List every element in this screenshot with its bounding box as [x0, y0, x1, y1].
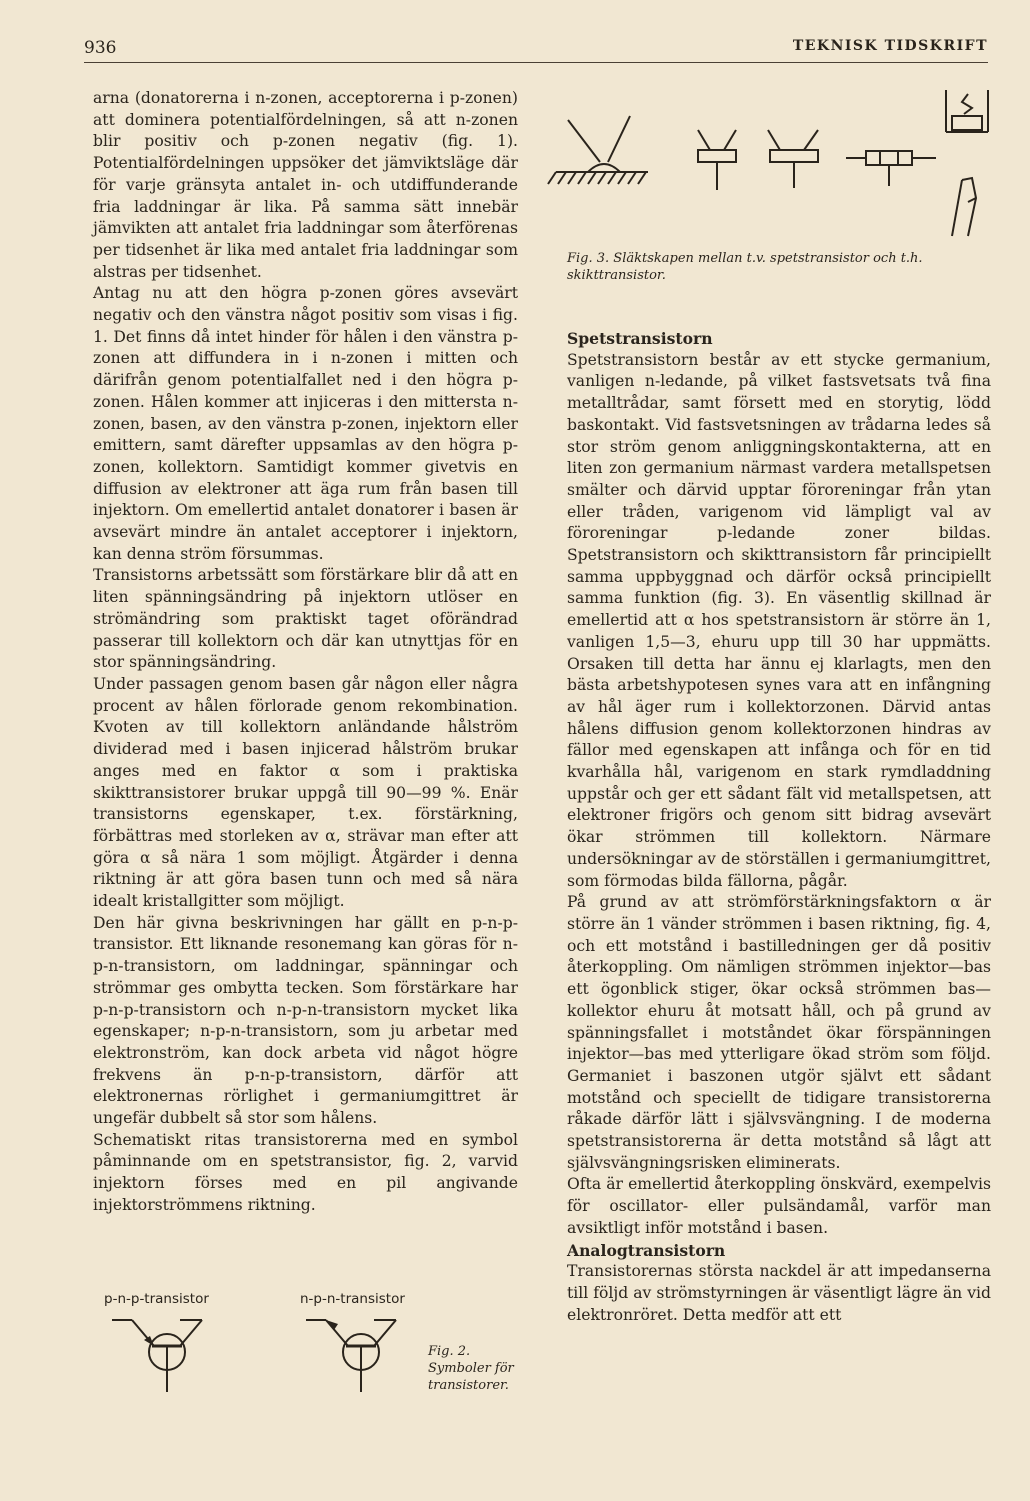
paragraph: arna (donatorerna i n-zonen, acceptorerna i p-zonen) att dominera potentialfördelningen, så att n-zonen blir positiv och p-zonen negativ (fig. 1). Potentialfördelningen uppsöker det jämviktsläge där för varje gränsyta antalet in- och utdiffunderande fria laddningar är lika. På samma sätt innebär jämvikten att antalet fria laddningar som återförenas per tidsenhet är lika med antalet fria laddningar som alstras per tidsenhet. [93, 89, 518, 281]
paragraph: Spetstransistorn består av ett stycke germanium, vanligen n-ledande, på vilket fastsvetsats två fina metalltrådar, samt försett med en storytig, lödd baskontakt. Vid fastsvetsningen av trådarna ledes så stor ström genom anliggningskontakterna, att en liten zon germanium närmast vardera metallspetsen smälter och därvid upptar föroreningar från ytan eller tråden, varigenom vid lämpligt val av föroreningar p-ledande zoner bildas. Spetstransistorn och skikttransistorn får principiellt samma uppbyggnad och därför också principiellt samma funktion (fig. 3). En väsentlig skillnad är emellertid att α hos spetstransistorn är större än 1, vanligen 1,5—3, ehuru upp till 30 har uppmätts. Orsaken till detta har ännu ej klarlagts, men den bästa arbetshypotesen synes vara att en infångning av hål äger rum i kollektorzonen. Därvid antas hålens diffusion genom kollektorzonen hindras av fällor med egenskapen att infånga och för en tid kvarhålla hål, varigenom en stark rymdladdning uppstår och ger ett sådant fält vid metallspetsen, att elektroner frigörs och genom sitt bidrag avsevärt ökar strömmen till kollektorn. Närmare undersökningar av de störställen i germaniumgittret, som förmodas bilda fällorna, pågår. [567, 350, 991, 890]
left-column [93, 88, 518, 1217]
paragraph: Antag nu att den högra p-zonen göres avsevärt negativ och den vänstra något positiv som visas i fig. 1. Det finns då intet hinder för hålen i den vänstra p-zonen att diffundera in i n-zonen i mitten och därifrån genom potentialfallet ned i den högra p-zonen. Hålen kommer att injiceras i den mittersta n-zonen, basen, av den vänstra p-zonen, injektorn eller emittern, samt därefter uppsamlas av den högra p-zonen, kollektorn. Samtidigt kommer givetvis en diffusion av elektroner att äga rum från basen till injektorn. Om emellertid antalet donatorer i basen är avsevärt mindre än antalet acceptorer i injektorn, kan denna ström försummas. [93, 284, 518, 563]
pnp-label: p-n-p-transistor [104, 1291, 209, 1307]
figure2-caption: Fig. 2. Symboler för transistorer. [428, 1344, 514, 1393]
paragraph: Under passagen genom basen går någon eller några procent av hålen förlorade genom rekombination. Kvoten av till kollektorn anländande hålström dividerad med i basen injicerad hålström brukar anges med en faktor α som i praktiska skikttransistorer brukar uppgå till 90—99 %. Enär transistorns egenskaper, t.ex. förstärkning, förbättras med storleken av α, strävar man efter att göra α så nära 1 som möjligt. Åtgärder i denna riktning är att göra basen tunn och med så nära idealt kristallgitter som möjligt. [93, 674, 518, 911]
npn-transistor-symbol [306, 1312, 416, 1392]
paragraph: På grund av att strömförstärkningsfaktorn α är större än 1 vänder strömmen i basen riktning, fig. 4, och ett motstånd i bastilledningen ger då positiv återkoppling. Om nämligen strömmen injektor—bas ett ögonblick stiger, ökar också strömmen bas—kollektor ehuru åt motsatt håll, och på grund av spänningsfallet i motståndet ökar förspänningen injektor—bas med ytterligare ökad ström som följd. Germaniet i baszonen utgör självt ett sådant motstånd och speciellt de tidigare transistorerna råkade därför lätt i självsvängning. I de moderna spetstransistorerna är detta motstånd så lågt att självsvängningsrisken eliminerats. [567, 893, 991, 1172]
figure3-drawing [548, 80, 993, 240]
page-number: 936 [84, 38, 117, 58]
paragraph: Transistorernas största nackdel är att impedanserna till följd av strömstyrningen är väsentligt lägre än vid elektronröret. Detta medför att ett [567, 1262, 991, 1324]
pnp-transistor-symbol [112, 1312, 222, 1392]
paragraph: Den här givna beskrivningen har gällt en p-n-p-transistor. Ett liknande resonemang kan göras för n-p-n-transistorn, om laddningar, spänningar och strömmar ges ombytta tecken. Som förstärkare har p-n-p-transistorn och n-p-n-transistorn mycket lika egenskaper; n-p-n-transistorn, som ju arbetar med elektronström, kan dock arbeta vid något högre frekvens än p-n-p-transistorn, därför att elektronernas rörlighet i germaniumgittret är ungefär dubbelt så stor som hålens. [93, 913, 518, 1128]
section-heading-point: Spetstransistorn [567, 329, 713, 348]
npn-label: n-p-n-transistor [300, 1291, 405, 1307]
section-heading-analog: Analogtransistorn [567, 1240, 726, 1260]
header-rule [84, 62, 988, 63]
journal-title: TEKNISK TIDSKRIFT [792, 38, 988, 54]
paragraph: Schematiskt ritas transistorerna med en symbol påminnande om en spetstransistor, fig. 2, varvid injektorn förses med en pil angivande injektorströmmens riktning. [93, 1130, 518, 1214]
paragraph: Transistorns arbetssätt som förstärkare blir då att en liten spänningsändring på injektorn utlöser en strömändring som praktiskt taget oförändrad passerar till kollektorn och där kan utnyttjas för en stor spänningsändring. [93, 566, 518, 672]
paragraph: Ofta är emellertid återkoppling önskvärd, exempelvis för oscillator- eller pulsändamål, varför man avsiktligt inför motstånd i basen. [567, 1175, 991, 1237]
figure3-caption: Fig. 3. Släktskapen mellan t.v. spetstransistor och t.h. skikttransistor. [567, 251, 923, 283]
right-column [567, 328, 991, 1326]
